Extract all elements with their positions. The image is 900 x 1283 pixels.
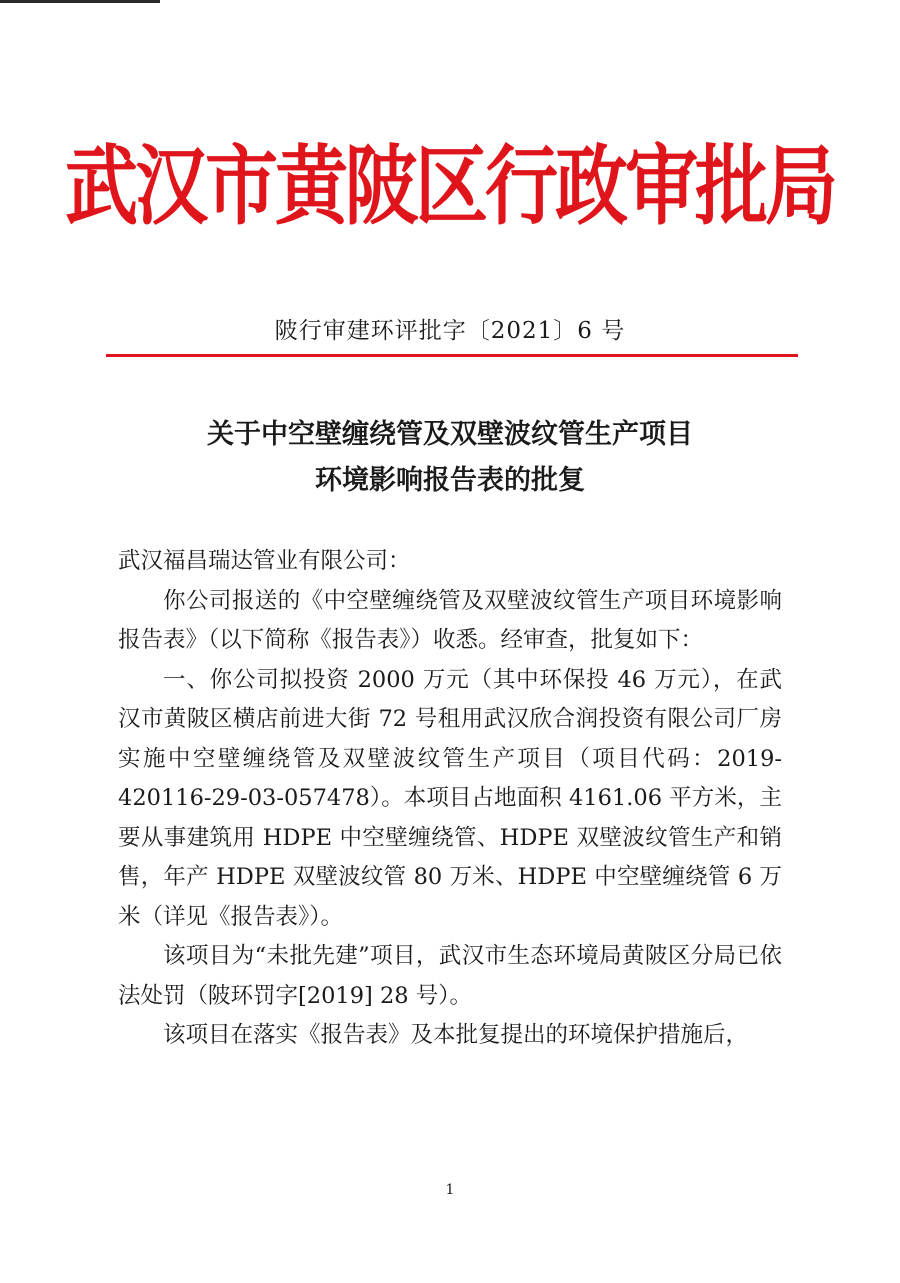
paragraph: 该项目在落实《报告表》及本批复提出的环境保护措施后， bbox=[163, 1022, 749, 1048]
scan-edge-mark bbox=[0, 0, 160, 3]
red-divider bbox=[106, 354, 798, 357]
paragraph: 一、你公司拟投资 2000 万元（其中环保投 46 万元），在武汉市黄陂区横店前进大街 72 号租用武汉欣合润投资有限公司厂房实施中空壁缠绕管及双壁波纹管生产项目（项目代码：2019-420116-29-03-057478）。本项目占地面积 4161.06 平方米，主要从事建筑用 HDPE 中空壁缠绕管、HDPE 双壁波纹管生产和销售，年产 HDPE 双壁波纹管 80 万米、HDPE 中空壁缠绕管 6 万米（详见《报告表》）。 bbox=[118, 666, 782, 930]
addressee: 武汉福昌瑞达管业有限公司： bbox=[118, 548, 411, 574]
page-number: 1 bbox=[445, 1182, 455, 1198]
document-number: 陂行审建环评批字〔2021〕6 号 bbox=[274, 318, 626, 344]
paragraph: 该项目为“未批先建”项目，武汉市生态环境局黄陂区分局已依法处罚（陂环罚字[2019] 28 号）。 bbox=[118, 943, 782, 1009]
document-body bbox=[118, 542, 782, 1056]
paragraph: 你公司报送的《中空壁缠绕管及双壁波纹管生产项目环境影响报告表》（以下简称《报告表》）收悉。经审查，批复如下： bbox=[118, 587, 782, 653]
title-line-1: 关于中空壁缠绕管及双壁波纹管生产项目 bbox=[207, 419, 693, 450]
agency-header: 武汉市黄陂区行政审批局 bbox=[65, 136, 835, 237]
document-title bbox=[0, 412, 900, 504]
title-line-2: 环境影响报告表的批复 bbox=[315, 465, 585, 496]
